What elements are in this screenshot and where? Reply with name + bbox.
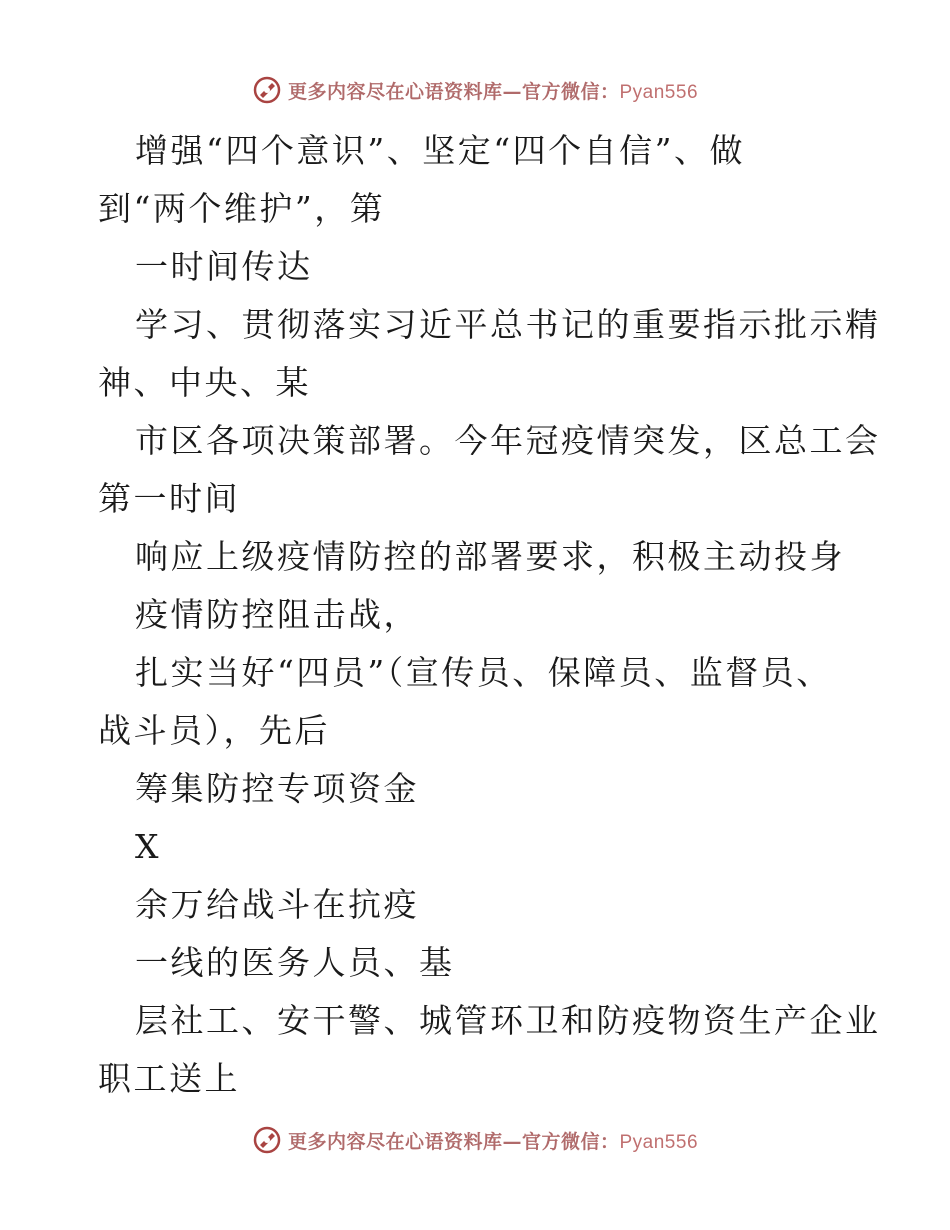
text-line: 增强“四个意识”、坚定“四个自信”、做 (135, 131, 745, 170)
text-line: 筹集防控专项资金 (135, 769, 419, 808)
watermark-text-cn: 更多内容尽在心语资料库—官方微信： (287, 80, 620, 103)
text-line: 职工送上 (98, 1059, 240, 1098)
text-line: 响应上级疫情防控的部署要求，积极主动投身 (135, 537, 845, 576)
header-watermark (0, 70, 950, 110)
footer-watermark (0, 1120, 950, 1160)
text-line: 神、中央、某 (98, 363, 311, 402)
document-body (98, 122, 881, 1108)
text-line: 一线的医务人员、基 (135, 943, 455, 982)
text-line: 扎实当好“四员”（宣传员、保障员、监督员、 (135, 653, 832, 692)
text-line: X (135, 827, 161, 866)
watermark-text (288, 1127, 698, 1154)
text-line: 市区各项决策部署。今年冠疫情突发，区总工会 (135, 421, 881, 460)
watermark-text-cn: 更多内容尽在心语资料库—官方微信： (287, 1130, 620, 1153)
text-line: 到“两个维护”，第 (98, 189, 386, 228)
text-line: 第一时间 (98, 479, 240, 518)
watermark-wechat-id: Pyan556 (619, 1131, 699, 1153)
watermark-wechat-id: Pyan556 (619, 81, 699, 103)
text-line: 战斗员），先后 (98, 711, 330, 750)
watermark-text (288, 77, 698, 104)
text-line: 学习、贯彻落实习近平总书记的重要指示批示精 (135, 305, 881, 344)
pen-logo-icon (252, 75, 282, 105)
text-line: 余万给战斗在抗疫 (135, 885, 419, 924)
text-line: 疫情防控阻击战， (135, 595, 419, 634)
text-line: 一时间传达 (135, 247, 313, 286)
pen-logo-icon (252, 1125, 282, 1155)
text-line: 层社工、安干警、城管环卫和防疫物资生产企业 (135, 1001, 881, 1040)
